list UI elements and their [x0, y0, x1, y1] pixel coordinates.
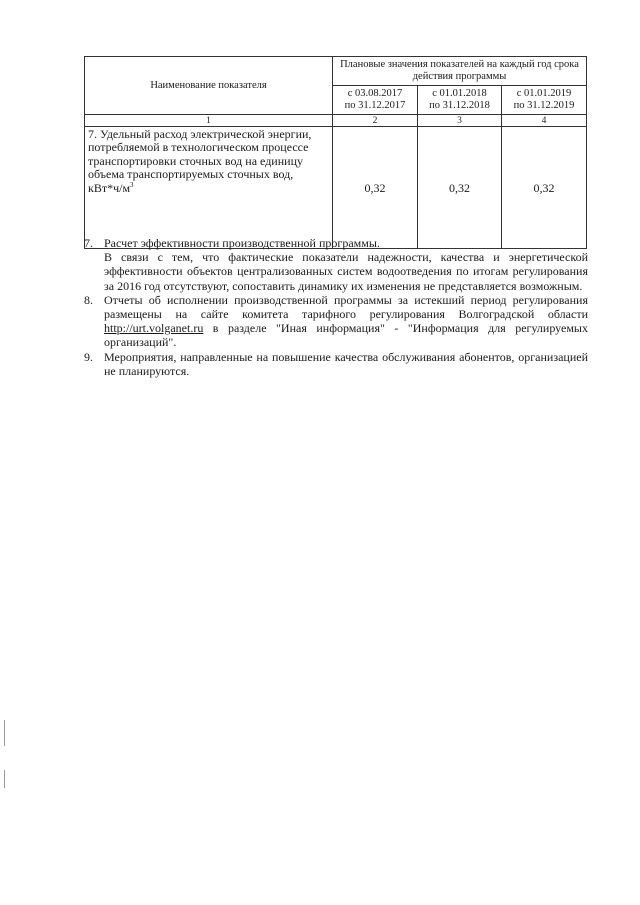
numbered-items — [84, 236, 588, 378]
column-number: 1 — [85, 115, 333, 127]
period-2018-from: с 01.01.2018 — [432, 88, 487, 99]
item-text — [104, 293, 588, 350]
column-number: 2 — [333, 115, 418, 127]
website-link[interactable]: http://urt.volganet.ru — [104, 321, 204, 336]
indicator-name: 7. Удельный расход электрической энергии, потребляемой в технологическом процессе транспортировки сточных вод на единицу объема транспортируемых сточных вод, кВт*ч/м — [88, 127, 312, 195]
value-2018: 0,32 — [418, 127, 502, 249]
period-2019-to: по 31.12.2019 — [513, 100, 575, 111]
list-item — [84, 292, 588, 350]
item-number: 9. — [84, 349, 93, 364]
period-2019-from: с 01.01.2019 — [516, 88, 572, 99]
indicators-table — [84, 56, 587, 249]
period-2017-from: с 03.08.2017 — [347, 88, 403, 99]
item-title: Расчет эффективности производственной программы. — [104, 236, 380, 250]
period-2018 — [418, 86, 502, 115]
scan-margin-mark — [4, 720, 5, 746]
column-number: 3 — [418, 115, 502, 127]
item-body: В связи с тем, что фактические показатели надежности, качества и энергетической эффективности объектов централизованных систем водоотведения по итогам регулирования за 2016 год отсутствуют, сопоставить динамику их изменения не представляется возможным. — [104, 250, 588, 293]
item-body-end: в разделе "Иная информация" - "Информация для регулируемых организаций". — [104, 321, 588, 350]
table-row — [85, 127, 587, 249]
period-2017-to: по 31.12.2017 — [344, 100, 406, 111]
period-2018-to: по 31.12.2018 — [429, 100, 490, 111]
indicator-name-cell — [85, 127, 333, 249]
item-number: 7. — [84, 236, 93, 250]
period-2019 — [502, 86, 587, 115]
list-item — [84, 349, 588, 378]
scan-margin-mark — [4, 770, 5, 788]
header-indicator-name: Наименование показателя — [85, 57, 333, 115]
item-body: Отчеты об исполнении производственной программы за истекший период регулирования размещены на сайте комитета тарифного регулирования Волгоградской области — [104, 292, 588, 322]
item-number: 8. — [84, 292, 93, 307]
table-header-row — [85, 57, 587, 86]
item-text: Мероприятия, направленные на повышение качества обслуживания абонентов, организацией не планируются. — [104, 349, 588, 378]
item-text — [104, 236, 588, 293]
header-planned-values: Плановые значения показателей на каждый год срока действия программы — [333, 57, 587, 86]
unit-superscript: 3 — [130, 180, 134, 189]
list-item — [84, 236, 588, 293]
value-2017: 0,32 — [333, 127, 418, 249]
column-number-row — [85, 115, 587, 127]
period-2017 — [333, 86, 418, 115]
value-2019: 0,32 — [502, 127, 587, 249]
column-number: 4 — [502, 115, 587, 127]
